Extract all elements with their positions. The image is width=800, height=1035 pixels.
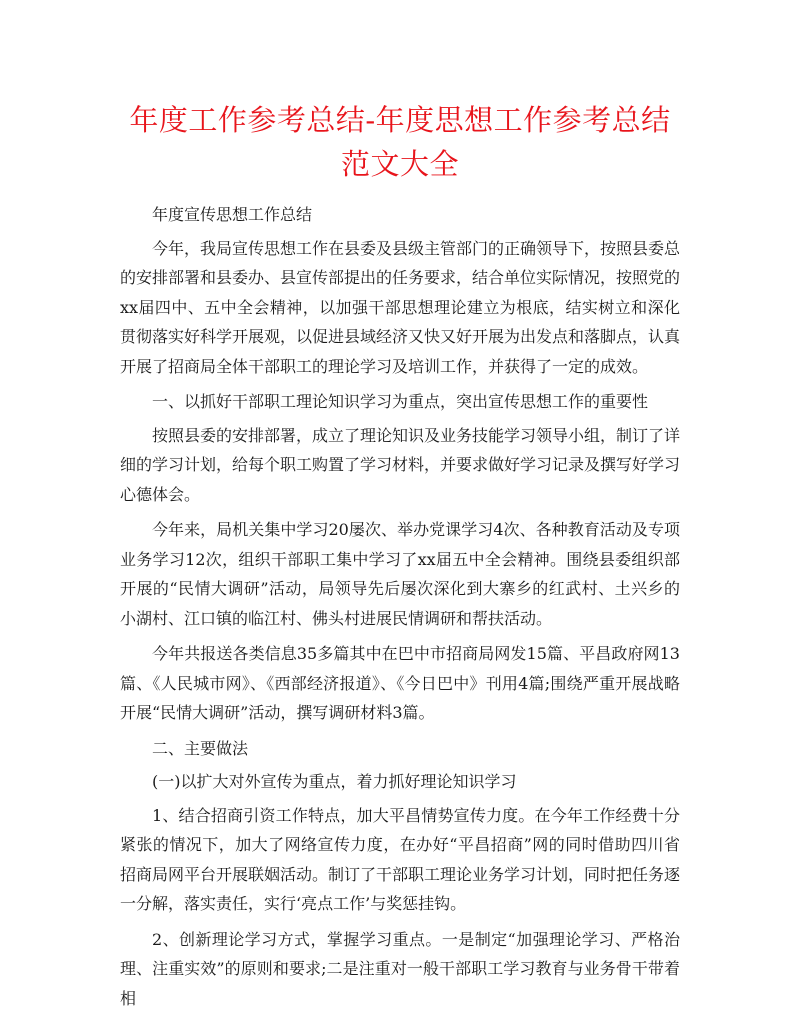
section-heading: 二、主要做法 — [152, 738, 249, 758]
subsection-heading: (一)以扩大对外宣传为重点，着力抓好理论知识学习 — [152, 772, 517, 791]
paragraph: 今年来，局机关集中学习20屡次、举办党课学习4次、各种教育活动及专项业务学习12次，组织干部职工集中学习了xx届五中全会精神。围绕县委组织部开展的“民情大调研”活动，局领导先后屡次深化到大寨乡的红武村、土兴乡的小湖村、江口镇的临江村、佛头村进展民情调研和帮扶活动。 — [120, 520, 680, 628]
paragraph: 今年共报送各类信息35多篇其中在巴中市招商局网发15篇、平昌政府网13篇、《人民城市网》、《西部经济报道》、《今日巴中》刊用4篇;围绕严重开展战略开展“民情大调研”活动，撰写调研材料3篇。 — [120, 644, 680, 722]
document-title: 年度工作参考总结-年度思想工作参考总结范文大全 — [129, 103, 671, 181]
document-body — [120, 200, 680, 1013]
paragraph-subtitle: 年度宣传思想工作总结 — [152, 205, 313, 224]
paragraph: 按照县委的安排部署，成立了理论知识及业务技能学习领导小组，制订了详细的学习计划，给每个职工购置了学习材料，并要求做好学习记录及撰写好学习心德体会。 — [120, 425, 681, 504]
paragraph: 1、结合招商引资工作特点，加大平昌情势宣传力度。在今年工作经费十分紧张的情况下，加大了网络宣传力度，在办好“平昌招商”网的同时借助四川省招商局网平台开展联姻活动。制订了干部职工理论业务学习计划，同时把任务逐一分解，落实责任，实行‘亮点工作’与奖惩挂钩。 — [120, 805, 681, 913]
paragraph: 今年，我局宣传思想工作在县委及县级主管部门的正确领导下，按照县委总的安排部署和县委办、县宣传部提出的任务要求，结合单位实际情况，按照党的xx届四中、五中全会精神，以加强干部思想理论建立为根底，结实树立和深化贯彻落实好科学开展观，以促进县域经济又快又好开展为出发点和落脚点，认真开展了招商局全体干部职工的理论学习及培训工作，并获得了一定的成效。 — [120, 238, 681, 376]
paragraph: 2、创新理论学习方式，掌握学习重点。一是制定“加强理论学习、严格治理、注重实效”的原则和要求;二是注重对一般干部职工学习教育与业务骨干带着相 — [120, 929, 680, 1008]
section-heading: 一、以抓好干部职工理论知识学习为重点，突出宣传思想工作的重要性 — [152, 392, 649, 411]
